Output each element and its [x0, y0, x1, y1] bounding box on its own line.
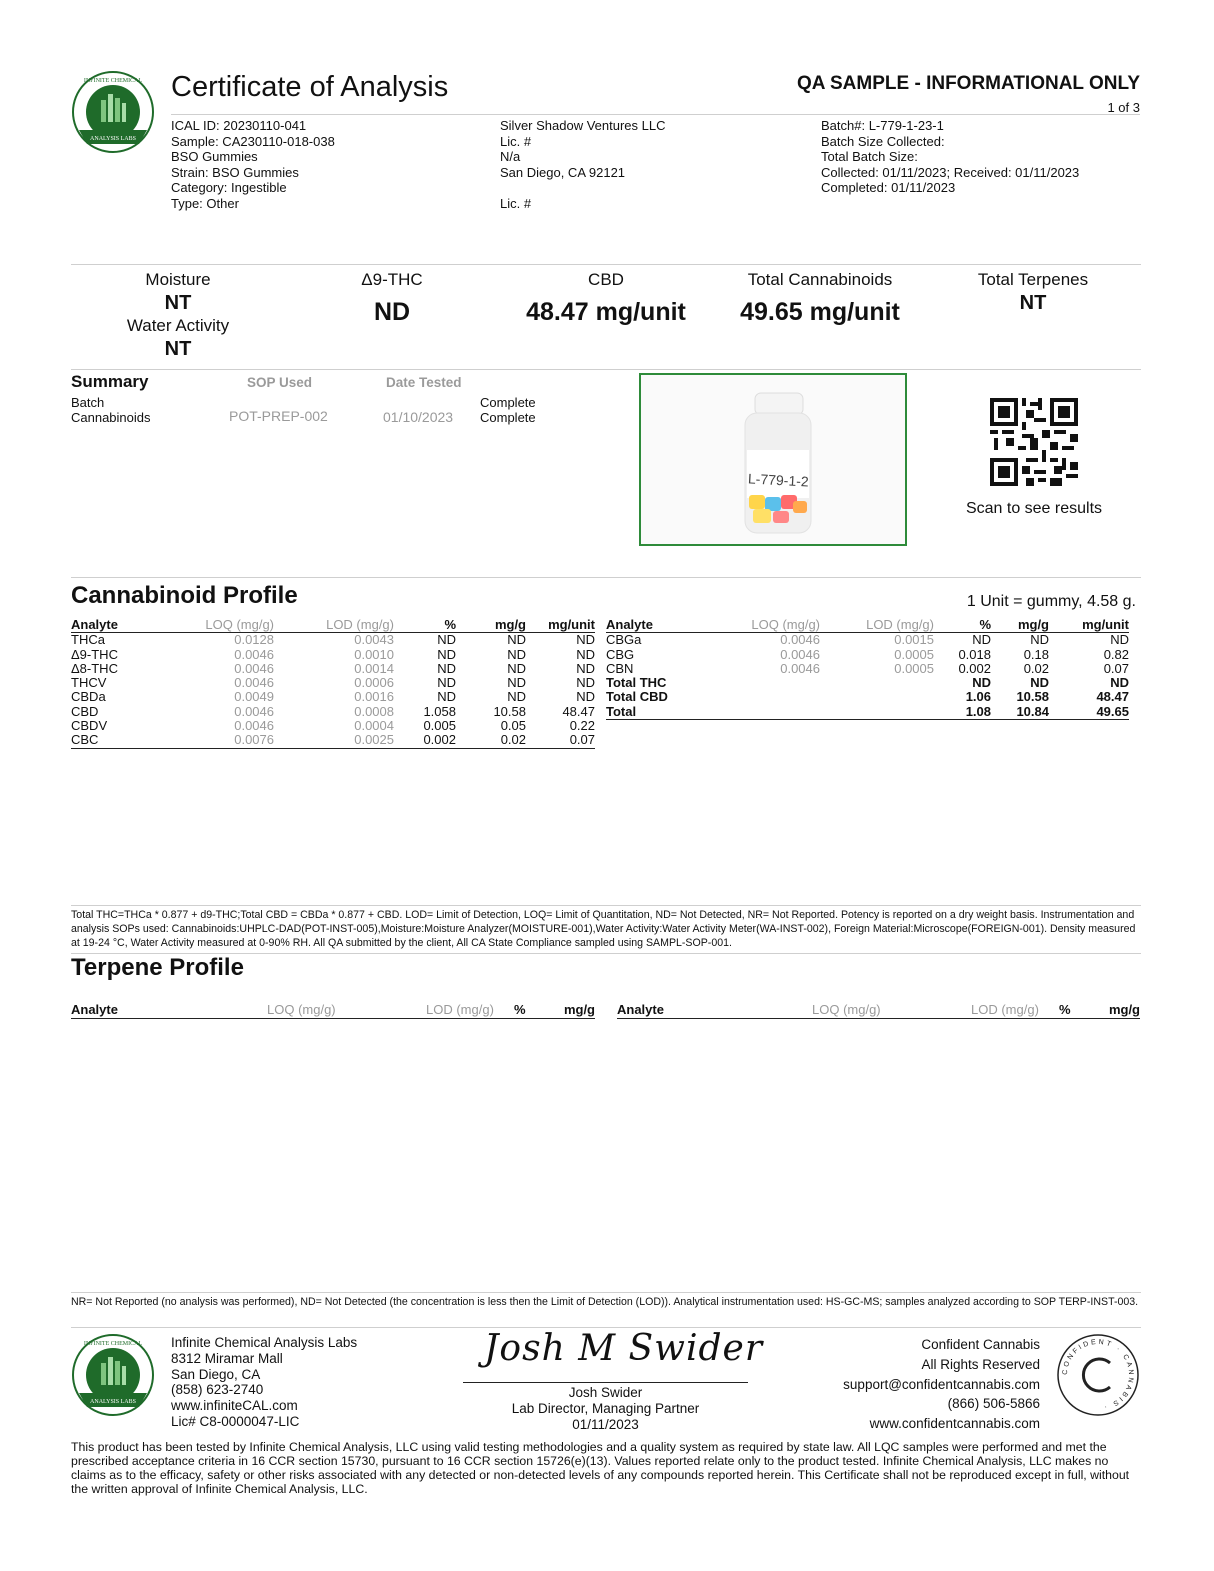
loq-cell: 0.0046 [780, 646, 820, 662]
lod-cell: 0.0016 [354, 689, 394, 705]
percent-cell: ND [972, 632, 991, 648]
lab-city: San Diego, CA [171, 1366, 261, 1382]
col-lod: LOD (mg/g) [820, 618, 934, 633]
client-info [500, 118, 665, 211]
infinite-chemical-logo [71, 70, 155, 154]
lab-website-link[interactable]: www.infiniteCAL.com [171, 1398, 298, 1414]
summary-row-cannabinoids-date: 01/10/2023 [383, 409, 454, 425]
lod-cell: 0.0025 [274, 733, 394, 748]
mg-unit-cell: 0.07 [1103, 660, 1129, 676]
cannabinoid-footnote: Total THC=THCa * 0.877 + d9-THC;Total CBD = CBDa * 0.877 + CBD. LOD= Limit of Detection, LOQ= Limit of Quantitation, ND= Not Detected, NR= Not Reported. Potency is reported on a dry weight basis. Instrumentation and analysis SOPs used: Cannabinoids:UHPLC-DAD(POT-INST-005),Moisture:Moisture Analyzer(MOISTURE-001),Water Activity:Water Activity Meter(WA-INST-002), Foreign Material:Microscope(FOREIGN-001). Density measured at 19-24 °C, Water Activity measured at 0-90% RH. All QA submitted by the client, All CA State Compliance sampled using SAMPL-SOP-001. [71, 909, 1136, 949]
col-analyte: Analyte [617, 1002, 664, 1017]
table-row [71, 733, 595, 748]
col-loq: LOQ (mg/g) [267, 1002, 336, 1017]
lod-cell: 0.0005 [894, 660, 934, 676]
col-analyte: Analyte [71, 1002, 118, 1017]
signer-date: 01/11/2023 [572, 1417, 639, 1432]
percent-cell: 0.002 [394, 733, 456, 748]
total-cannabinoids-label: Total Cannabinoids [747, 270, 893, 289]
analyte-cell: CBD [71, 703, 99, 719]
lod-cell: 0.0006 [354, 675, 394, 691]
lod-cell [820, 690, 934, 704]
lab-name: Infinite Chemical Analysis Labs [171, 1335, 358, 1350]
col-mg-g: mg/g [991, 618, 1049, 633]
summary-row-name: Batch [71, 395, 105, 410]
col-lod: LOD (mg/g) [274, 618, 394, 633]
sample-info-line: Category: Ingestible [171, 180, 287, 195]
table-row [606, 676, 1129, 690]
cbd-label: CBD [588, 270, 624, 289]
lod-cell: 0.0015 [894, 632, 934, 648]
analyte-cell: Total CBD [606, 689, 668, 705]
mg-g-cell: 0.05 [500, 718, 526, 734]
analyte-cell: CBN [606, 660, 634, 676]
col-analyte: Analyte [71, 618, 167, 633]
analyte-cell: THCV [71, 675, 107, 691]
percent-cell: 1.08 [934, 705, 991, 720]
summary-title: Summary [71, 372, 149, 391]
analyte-cell: Δ9-THC [71, 646, 118, 662]
cbd-stat [506, 270, 706, 327]
summary-row-cannabinoids-sop: POT-PREP-002 [229, 408, 328, 424]
loq-cell: 0.0046 [234, 660, 274, 676]
total-cannabinoids-value: 49.65 mg/unit [740, 298, 900, 326]
analyte-cell: Δ8-THC [71, 660, 118, 676]
percent-cell: 0.018 [958, 646, 991, 662]
mg-g-cell: ND [1030, 632, 1049, 648]
client-info-line: Silver Shadow Ventures LLC [500, 118, 666, 133]
client-info-line: Lic. # [500, 133, 532, 149]
d9-thc-stat [312, 270, 472, 327]
col-analyte: Analyte [606, 618, 706, 633]
total-terpenes-label: Total Terpenes [977, 270, 1089, 289]
mg-unit-cell: ND [576, 632, 595, 648]
batch-info-line: Batch#: L-779-1-23-1 [821, 118, 944, 133]
table-row [606, 648, 1129, 662]
percent-cell: ND [437, 660, 456, 676]
mg-unit-cell: 48.47 [1096, 689, 1129, 705]
mg-unit-cell: 48.47 [562, 703, 595, 719]
signer-name: Josh Swider [568, 1385, 643, 1400]
page-title: Certificate of Analysis [171, 71, 449, 103]
mg-g-cell: ND [507, 632, 526, 648]
loq-cell: 0.0046 [780, 632, 820, 648]
mg-unit-cell: ND [1110, 632, 1129, 648]
cannabinoid-table-right [606, 618, 1129, 720]
terpene-header-right [617, 1002, 1140, 1019]
loq-cell: 0.0046 [234, 703, 274, 719]
qr-caption: Scan to see results [965, 500, 1103, 517]
infinite-chemical-footer-logo [71, 1333, 155, 1417]
moisture-value: NT [164, 292, 192, 314]
mg-g-cell: ND [507, 660, 526, 676]
col-mg-g: mg/g [1108, 1002, 1140, 1017]
sample-photo [639, 373, 907, 546]
qa-banner: QA SAMPLE - INFORMATIONAL ONLY [796, 73, 1140, 94]
table-row [71, 633, 595, 648]
mg-unit-cell: ND [1110, 675, 1129, 691]
loq-cell [706, 676, 820, 690]
terpene-profile-title: Terpene Profile [71, 954, 244, 981]
table-row [606, 633, 1129, 648]
mg-unit-cell: ND [576, 689, 595, 705]
lab-address: 8312 Miramar Mall [171, 1350, 283, 1366]
lod-cell [820, 676, 934, 690]
sample-info-line: Sample: CA230110-018-038 [171, 133, 335, 149]
mg-unit-cell: ND [576, 646, 595, 662]
qr-code[interactable] [990, 398, 1078, 486]
lod-cell: 0.0043 [354, 632, 394, 648]
mg-g-cell: ND [507, 646, 526, 662]
col-mg-g: mg/g [456, 618, 526, 633]
summary-row-batch-status: Complete [480, 395, 536, 410]
header-rule [171, 114, 1140, 115]
mg-g-cell: 10.58 [1016, 689, 1049, 705]
confident-contact [843, 1335, 1040, 1434]
cannabinoid-profile-title: Cannabinoid Profile [71, 582, 298, 609]
signature-line [463, 1382, 748, 1383]
analyte-cell: CBGa [606, 632, 642, 648]
sample-info-line: ICAL ID: 20230110-041 [171, 118, 307, 133]
batch-info-line: Collected: 01/11/2023; Received: 01/11/2023 [821, 164, 1080, 180]
percent-cell: ND [437, 632, 456, 648]
loq-cell: 0.0076 [167, 733, 274, 748]
page-indicator: 1 of 3 [1107, 100, 1140, 115]
table-row [71, 705, 595, 719]
loq-cell: 0.0046 [234, 675, 274, 691]
lab-license: Lic# C8-0000047-LIC [171, 1413, 300, 1429]
mg-unit-cell: ND [576, 675, 595, 691]
sample-info [171, 118, 335, 211]
percent-cell: ND [437, 689, 456, 705]
analyte-cell: Total [606, 705, 706, 720]
terpene-footnote: NR= Not Reported (no analysis was performed), ND= Not Detected (the concentration is less then the Limit of Detection (LOD)). Analytical instrumentation used: HS-GC-MS; samples analyzed according to SOP TERP-INST-003. [71, 1296, 1139, 1308]
loq-cell: 0.0049 [234, 689, 274, 705]
svg-text:ANALYSIS LABS: ANALYSIS LABS [90, 136, 136, 142]
svg-text:CONFIDENT · CANNABIS ·: CONFIDENT · CANNABIS · [1061, 1338, 1135, 1411]
col-percent: % [394, 618, 456, 633]
mg-unit-cell: 0.22 [569, 718, 595, 734]
sample-info-line: Strain: BSO Gummies [171, 164, 299, 180]
cc-name: Confident Cannabis [921, 1337, 1040, 1352]
analyte-cell: CBG [606, 646, 635, 662]
signature: Josh M Swider [484, 1328, 764, 1369]
table-row [606, 662, 1129, 676]
mg-unit-cell: ND [576, 660, 595, 676]
batch-info-line: Total Batch Size: [821, 149, 918, 164]
client-info-line: San Diego, CA 92121 [500, 164, 626, 180]
analyte-cell: CBC [71, 733, 167, 748]
table-row [71, 662, 595, 676]
confident-cannabis-logo [1056, 1333, 1140, 1417]
analyte-cell: Total THC [606, 675, 667, 691]
summary-row-cannabinoids-name: Cannabinoids [71, 410, 151, 425]
sample-info-line: BSO Gummies [171, 149, 258, 164]
col-percent: % [1059, 1002, 1071, 1017]
col-mg-unit: mg/unit [526, 618, 595, 633]
cc-email-link[interactable]: support@confidentcannabis.com [843, 1376, 1040, 1392]
summary-row-batch [71, 395, 104, 411]
percent-cell: 0.002 [958, 660, 991, 676]
loq-cell: 0.0128 [234, 632, 274, 648]
percent-cell: ND [437, 646, 456, 662]
col-lod: LOD (mg/g) [426, 1002, 494, 1017]
cc-website-link[interactable]: www.confidentcannabis.com [869, 1416, 1040, 1432]
loq-cell [706, 705, 820, 720]
summary-row-cannabinoids-status: Complete [480, 410, 536, 425]
col-mg-unit: mg/unit [1049, 618, 1129, 633]
moisture-label: Moisture [145, 270, 211, 289]
mg-g-cell: ND [1030, 675, 1049, 691]
table-row [71, 676, 595, 690]
table-row [71, 690, 595, 704]
loq-cell: 0.0046 [780, 660, 820, 676]
col-loq: LOQ (mg/g) [167, 618, 274, 633]
cannabinoid-table-left [71, 618, 595, 749]
svg-text:INFINITE CHEMICAL: INFINITE CHEMICAL [83, 1341, 143, 1347]
lod-cell: 0.0005 [894, 646, 934, 662]
summary-date-header: Date Tested [386, 375, 462, 390]
col-mg-g: mg/g [563, 1002, 595, 1017]
batch-info [821, 118, 1079, 196]
analyte-cell: CBDa [71, 689, 106, 705]
mg-g-cell: 0.18 [1023, 646, 1049, 662]
col-lod: LOD (mg/g) [971, 1002, 1039, 1017]
water-activity-value: NT [164, 338, 192, 360]
col-loq: LOQ (mg/g) [706, 618, 820, 633]
col-loq: LOQ (mg/g) [812, 1002, 881, 1017]
terpene-header-left [71, 1002, 595, 1019]
percent-cell: 1.06 [965, 689, 991, 705]
table-row [71, 648, 595, 662]
cannabinoid-rule [71, 577, 1141, 578]
client-info-line [500, 180, 665, 196]
jar-label: L-779-1-2 [747, 470, 810, 490]
batch-info-line: Completed: 01/11/2023 [821, 180, 956, 195]
percent-cell: 1.058 [423, 703, 456, 719]
lod-cell: 0.0008 [354, 703, 394, 719]
col-percent: % [514, 1002, 526, 1017]
percent-cell: ND [972, 675, 991, 691]
signer-info [463, 1385, 748, 1433]
mg-unit-cell: 0.07 [526, 733, 595, 748]
sample-info-line: Type: Other [171, 195, 239, 211]
table-row [71, 719, 595, 733]
lod-cell [820, 705, 934, 720]
cc-rights: All Rights Reserved [921, 1356, 1040, 1372]
cannabinoid-footnote-rule [71, 905, 1141, 906]
loq-cell: 0.0046 [234, 718, 274, 734]
percent-cell: 0.005 [423, 718, 456, 734]
loq-cell: 0.0046 [234, 646, 274, 662]
mg-g-cell: 10.84 [991, 705, 1049, 720]
mg-g-cell: ND [507, 675, 526, 691]
col-percent: % [934, 618, 991, 633]
client-info-line: N/a [500, 149, 521, 164]
summary-sop-header: SOP Used [247, 375, 313, 390]
svg-text:INFINITE CHEMICAL: INFINITE CHEMICAL [83, 78, 143, 84]
lod-cell: 0.0014 [354, 660, 394, 676]
table-row [606, 690, 1129, 704]
water-activity-label: Water Activity [126, 316, 230, 335]
mg-unit-cell: 49.65 [1049, 705, 1129, 720]
mg-g-cell: 0.02 [456, 733, 526, 748]
legal-disclaimer: This product has been tested by Infinite Chemical Analysis, LLC using valid testing methodologies and a quality system as required by state law. All LQC samples were performed and met the prescribed acceptance criteria in 16 CCR section 15730, pursuant to 16 CCR section 15726(e)(13). Values reported relate only to the product tested. Infinite Chemical Analysis, LLC makes no claims as to the efficacy, safety or other risks associated with any detected or non-detected levels of any compounds reported herein. This Certificate shall not be reproduced except in full, without the written approval of Infinite Chemical Analysis, LLC. [71, 1440, 1130, 1496]
lod-cell: 0.0010 [354, 646, 394, 662]
cbd-value: 48.47 mg/unit [526, 298, 686, 326]
analyte-cell: CBDV [71, 718, 108, 734]
total-terpenes-value: NT [1019, 292, 1047, 314]
cc-phone: (866) 506-5866 [947, 1396, 1040, 1412]
d9-thc-label: Δ9-THC [361, 270, 423, 289]
d9-thc-value: ND [373, 298, 411, 326]
mg-unit-cell: 0.82 [1103, 646, 1129, 662]
percent-cell: ND [437, 675, 456, 691]
mg-g-cell: 10.58 [493, 703, 526, 719]
svg-text:ANALYSIS LABS: ANALYSIS LABS [90, 1399, 136, 1405]
total-terpenes-stat [953, 270, 1113, 316]
lab-phone: (858) 623-2740 [171, 1382, 264, 1398]
unit-note: 1 Unit = gummy, 4.58 g. [966, 593, 1136, 610]
client-info-line: Lic. # [500, 195, 532, 211]
signer-title: Lab Director, Managing Partner [511, 1401, 700, 1416]
terpene-footnote-rule [71, 1292, 1141, 1293]
mg-g-cell: ND [507, 689, 526, 705]
batch-info-line: Batch Size Collected: [821, 133, 945, 149]
table-row [606, 705, 1129, 720]
lod-cell: 0.0004 [354, 718, 394, 734]
total-cannabinoids-stat [716, 270, 924, 327]
lab-contact [171, 1335, 357, 1430]
loq-cell [706, 690, 820, 704]
moisture-stat [98, 270, 258, 362]
stats-bottom-rule [71, 369, 1141, 370]
stats-top-rule [71, 264, 1141, 265]
mg-g-cell: 0.02 [1023, 660, 1049, 676]
analyte-cell: THCa [71, 632, 105, 648]
